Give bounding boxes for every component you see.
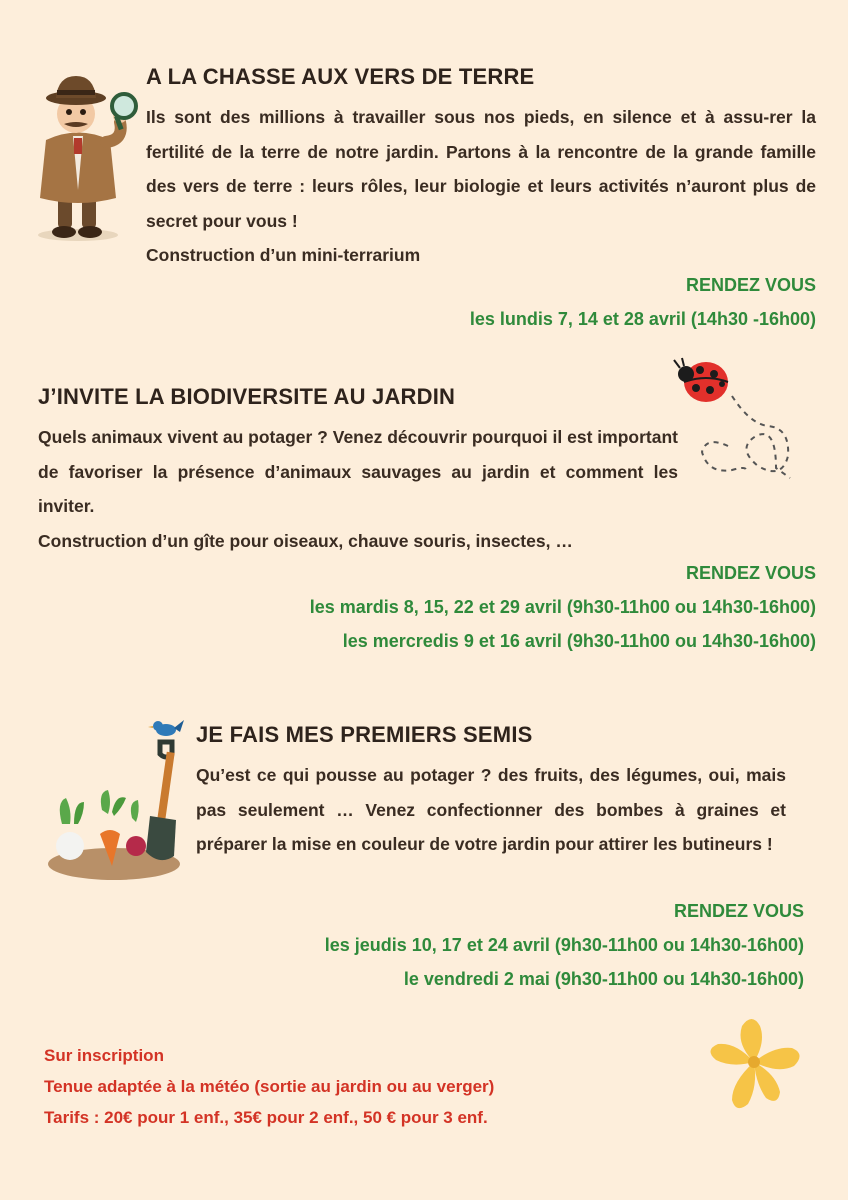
registration-info <box>44 1040 684 1133</box>
rdv-date: les lundis 7, 14 et 28 avril (14h30 -16h00) <box>469 309 816 329</box>
rdv-biodiversity <box>76 556 816 658</box>
section-title: A LA CHASSE AUX VERS DE TERRE <box>146 64 535 89</box>
rdv-date: le vendredi 2 mai (9h30-11h00 ou 14h30-16h00) <box>403 969 804 989</box>
section-earthworms <box>146 62 816 273</box>
registration-note: Sur inscription <box>44 1046 164 1065</box>
rdv-date: les jeudis 10, 17 et 24 avril (9h30-11h00 ou 14h30-16h00) <box>324 935 804 955</box>
section-biodiversity <box>38 382 678 558</box>
section-activity: Construction d’un gîte pour oiseaux, chauve souris, insectes, … <box>38 530 573 551</box>
section-description: Quels animaux vivent au potager ? Venez découvrir pourquoi il est important de favoriser la présence d’animaux sauvages au jardin et comment les inviter. <box>38 427 678 516</box>
clothing-note: Tenue adaptée à la météo (sortie au jardin ou au verger) <box>44 1077 495 1096</box>
section-description: Qu’est ce qui pousse au potager ? des fruits, des légumes, oui, mais pas seulement … Venez confectionner des bombes à graines et préparer la mise en couleur de votre jardin pour attirer les butineurs ! <box>196 765 786 854</box>
rdv-label: RENDEZ VOUS <box>673 901 804 921</box>
pricing-note: Tarifs : 20€ pour 1 enf., 35€ pour 2 enf., 50 € pour 3 enf. <box>44 1108 488 1127</box>
ladybug-illustration <box>672 356 808 480</box>
section-activity: Construction d’un mini-terrarium <box>146 245 421 265</box>
section-title: JE FAIS MES PREMIERS SEMIS <box>196 722 533 747</box>
rdv-label: RENDEZ VOUS <box>685 563 816 583</box>
section-title: J’INVITE LA BIODIVERSITE AU JARDIN <box>38 384 456 409</box>
rdv-label: RENDEZ VOUS <box>685 275 816 295</box>
detective-illustration <box>28 70 140 242</box>
garden-illustration <box>42 706 192 886</box>
rdv-earthworms <box>116 268 816 336</box>
rdv-seeds <box>104 894 804 996</box>
section-description: Ils sont des millions à travailler sous nos pieds, en silence et à assu-rer la fertilité de la terre de notre jardin. Partons à la rencontre de la grande famille des vers de terre : leurs rôles, leur biologie et leurs activités n’auront plus de secret pour vous ! <box>146 107 816 231</box>
rdv-date: les mercredis 9 et 16 avril (9h30-11h00 ou 14h30-16h00) <box>342 631 816 651</box>
rdv-date: les mardis 8, 15, 22 et 29 avril (9h30-11h00 ou 14h30-16h00) <box>309 597 816 617</box>
section-seeds <box>196 720 786 862</box>
flower-illustration <box>696 1004 812 1116</box>
